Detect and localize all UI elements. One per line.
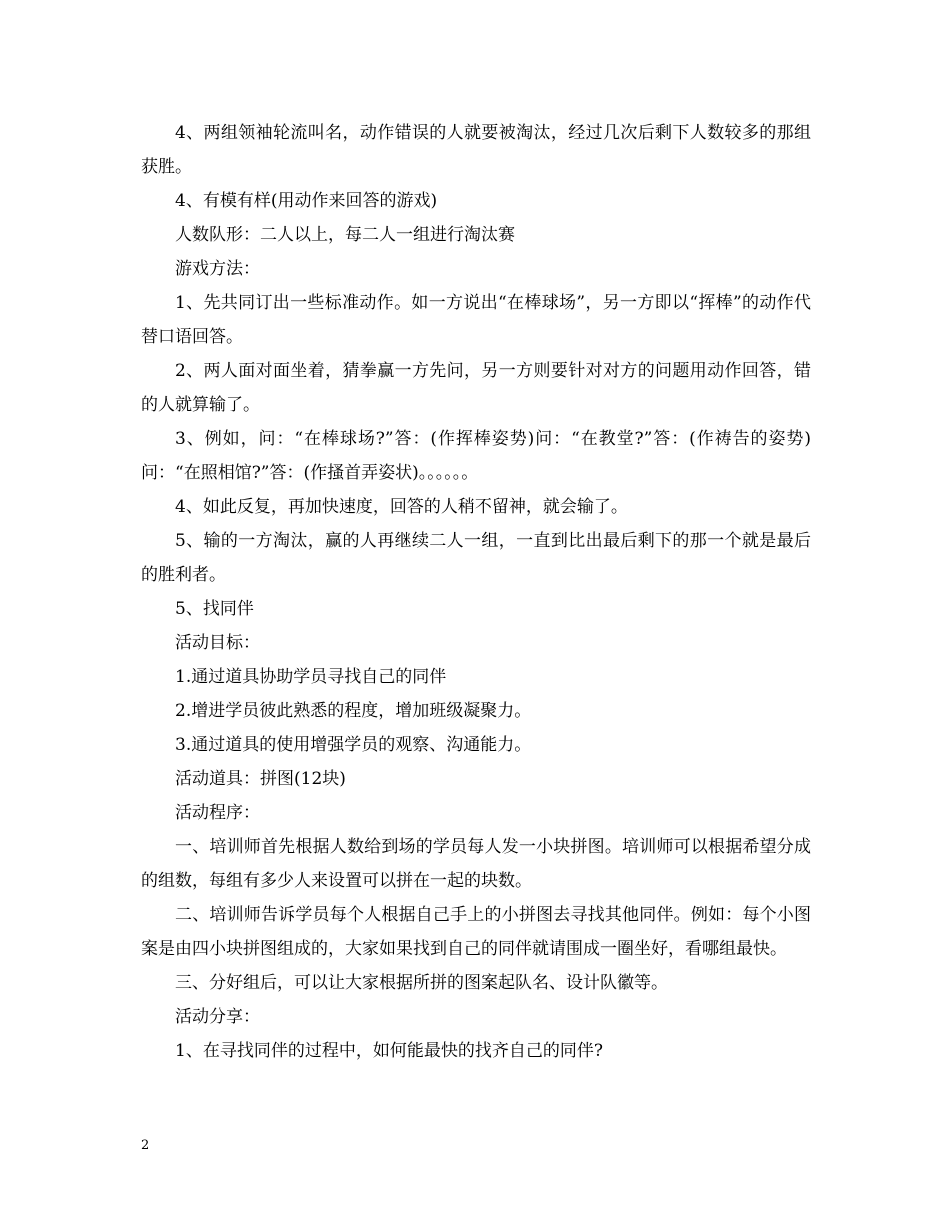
paragraph: 3、例如，问：“在棒球场?”答：(作挥棒姿势)问：“在教堂?”答：(作祷告的姿势)问：“在照相馆?”答：(作搔首弄姿状)。。。。。。	[141, 429, 811, 483]
paragraph: 活动程序：	[175, 803, 260, 823]
paragraph: 5、输的一方淘汰，赢的人再继续二人一组，一直到比出最后剩下的那一个就是最后的胜利者。	[141, 531, 811, 585]
paragraph: 1、先共同订出一些标准动作。如一方说出“在棒球场”，另一方即以“挥棒”的动作代替口语回答。	[141, 293, 811, 347]
page-number: 2	[141, 1138, 150, 1153]
paragraph: 一、培训师首先根据人数给到场的学员每人发一小块拼图。培训师可以根据希望分成的组数，每组有多少人来设置可以拼在一起的块数。	[141, 837, 811, 891]
paragraph: 活动分享：	[175, 1007, 260, 1027]
paragraph: 1、在寻找同伴的过程中，如何能最快的找齐自己的同伴?	[175, 1041, 603, 1061]
paragraph: 活动目标：	[175, 633, 260, 653]
paragraph: 4、如此反复，再加快速度，回答的人稍不留神，就会输了。	[175, 497, 628, 517]
list-item: 1.通过道具协助学员寻找自己的同伴	[175, 667, 447, 687]
paragraph: 2、两人面对面坐着，猜拳赢一方先问，另一方则要针对对方的问题用动作回答，错的人就算输了。	[141, 361, 811, 415]
section-heading: 5、找同伴	[175, 599, 254, 619]
list-item: 2.增进学员彼此熟悉的程度，增加班级凝聚力。	[175, 701, 532, 721]
document-body	[141, 116, 811, 1068]
paragraph: 活动道具：拼图(12块)	[175, 769, 346, 789]
paragraph: 4、有模有样(用动作来回答的游戏)	[175, 191, 438, 211]
paragraph: 人数队形：二人以上，每二人一组进行淘汰赛	[175, 225, 515, 245]
paragraph: 二、培训师告诉学员每个人根据自己手上的小拼图去寻找其他同伴。例如：每个小图案是由四小块拼图组成的，大家如果找到自己的同伴就请围成一圈坐好，看哪组最快。	[141, 905, 811, 959]
list-item: 3.通过道具的使用增强学员的观察、沟通能力。	[175, 735, 532, 755]
paragraph: 三、分好组后，可以让大家根据所拼的图案起队名、设计队徽等。	[175, 973, 668, 993]
paragraph: 游戏方法：	[175, 259, 260, 279]
paragraph: 4、两组领袖轮流叫名，动作错误的人就要被淘汰，经过几次后剩下人数较多的那组获胜。	[141, 123, 811, 177]
